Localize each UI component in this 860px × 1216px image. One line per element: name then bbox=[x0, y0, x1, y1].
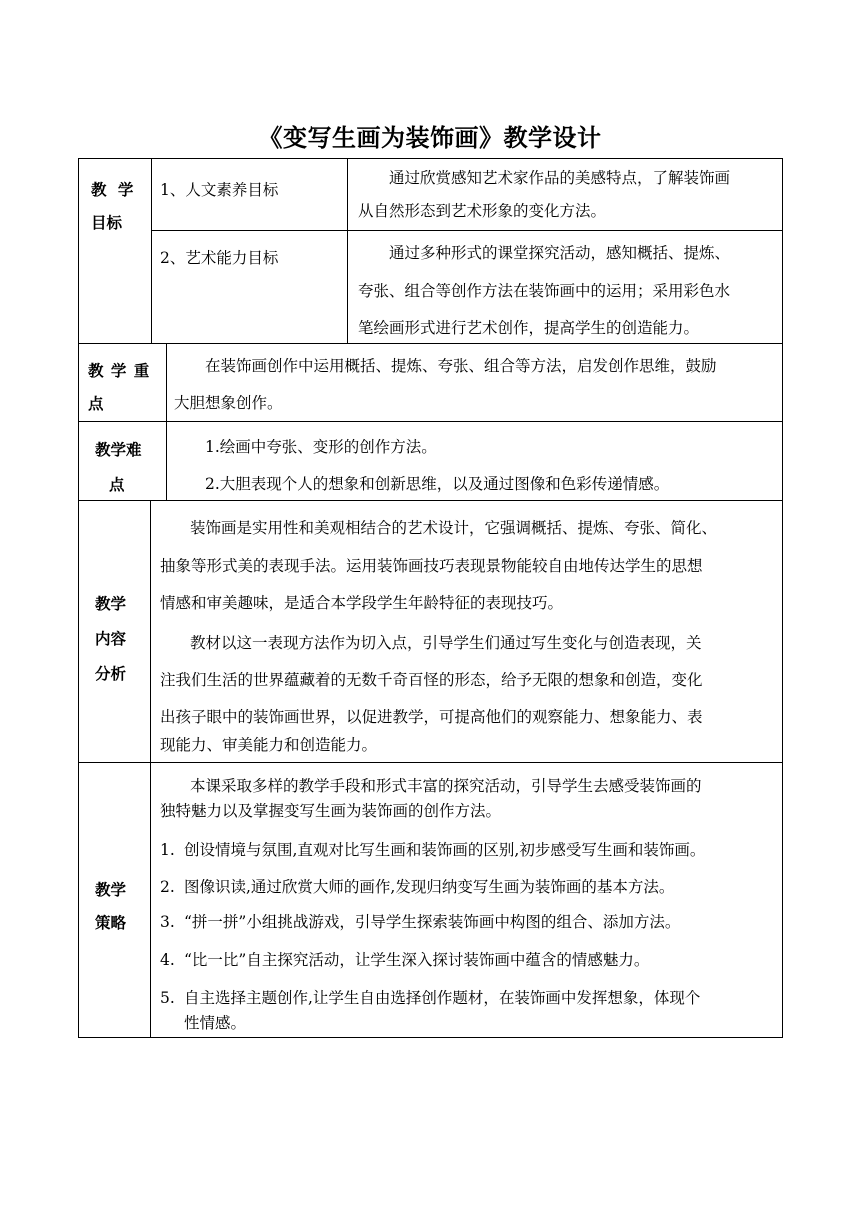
row-divider bbox=[78, 421, 783, 422]
table-border-bottom bbox=[78, 1037, 783, 1038]
objective-name: 1、人文素养目标 bbox=[160, 181, 279, 199]
objective-text-line: 从自然形态到艺术形象的变化方法。 bbox=[358, 202, 607, 220]
table-border-right bbox=[782, 158, 783, 1038]
table-border-top bbox=[78, 158, 783, 159]
col-divider bbox=[151, 158, 152, 344]
strategy-item-text: “拼一拼”小组挑战游戏，引导学生探索装饰画中构图的组合、添加方法。 bbox=[184, 913, 681, 931]
col-divider bbox=[150, 500, 151, 1038]
content-paragraph-line: 注我们生活的世界蕴藏着的无数千奇百怪的形态，给予无限的想象和创造，变化 bbox=[160, 671, 703, 689]
strategy-label-line1: 教学 bbox=[95, 881, 127, 899]
strategy-item-text: 性情感。 bbox=[184, 1014, 247, 1032]
content-paragraph-line: 教材以这一表现方法作为切入点，引导学生们通过写生变化与创造表现，关 bbox=[190, 634, 702, 652]
strategy-item-number: 2. bbox=[160, 878, 175, 896]
content-paragraph-line: 现能力、审美能力和创造能力。 bbox=[160, 736, 378, 754]
strategy-item-text: 图像识读,通过欣赏大师的画作,发现归纳变写生画为装饰画的基本方法。 bbox=[184, 878, 675, 896]
row-divider bbox=[78, 343, 783, 344]
row-divider bbox=[78, 762, 783, 763]
col-divider bbox=[166, 343, 167, 501]
strategy-item-number: 5. bbox=[160, 989, 175, 1007]
col-divider bbox=[347, 158, 348, 344]
content-paragraph-line: 出孩子眼中的装饰画世界，以促进教学，可提高他们的观察能力、想象能力、表 bbox=[160, 708, 703, 726]
objective-text-line: 通过多种形式的课堂探究活动，感知概括、提炼、 bbox=[389, 244, 731, 262]
strategy-intro-line: 本课采取多样的教学手段和形式丰富的探究活动，引导学生去感受装饰画的 bbox=[190, 777, 702, 795]
strategy-intro-line: 独特魅力以及掌握变写生画为装饰画的创作方法。 bbox=[160, 802, 502, 820]
strategy-item-number: 4. bbox=[160, 951, 175, 969]
difficulties-label-line1: 教学难 bbox=[95, 441, 142, 459]
content-paragraph-line: 抽象等形式美的表现手法。运用装饰画技巧表现景物能较自由地传达学生的思想 bbox=[160, 557, 703, 575]
objectives-label-line2: 目标 bbox=[91, 214, 123, 232]
content-label-line3: 分析 bbox=[95, 665, 127, 683]
content-label-line1: 教学 bbox=[95, 595, 127, 613]
table-border-left bbox=[78, 158, 79, 1038]
content-label-line2: 内容 bbox=[95, 630, 127, 648]
objective-text-line: 通过欣赏感知艺术家作品的美感特点，了解装饰画 bbox=[389, 169, 731, 187]
key-points-label-line2: 点 bbox=[88, 395, 104, 413]
content-paragraph-line: 装饰画是实用性和美观相结合的艺术设计，它强调概括、提炼、夸张、简化、 bbox=[190, 519, 718, 537]
key-points-label-line1: 教 学 重 bbox=[88, 362, 151, 380]
difficulty-item: 1.绘画中夸张、变形的创作方法。 bbox=[205, 438, 437, 456]
row-divider bbox=[78, 500, 783, 501]
content-paragraph-line: 情感和审美趣味，是适合本学段学生年龄特征的表现技巧。 bbox=[160, 594, 564, 612]
strategy-item-text: 自主选择主题创作,让学生自由选择创作题材，在装饰画中发挥想象，体现个 bbox=[184, 989, 701, 1007]
strategy-label-line2: 策略 bbox=[95, 914, 127, 932]
objective-text-line: 笔绘画形式进行艺术创作，提高学生的创造能力。 bbox=[358, 319, 700, 337]
key-points-text-line: 在装饰画创作中运用概括、提炼、夸张、组合等方法，启发创作思维，鼓励 bbox=[205, 357, 717, 375]
strategy-item-number: 1. bbox=[160, 841, 175, 859]
key-points-text-line: 大胆想象创作。 bbox=[174, 394, 283, 412]
objective-text-line: 夸张、组合等创作方法在装饰画中的运用；采用彩色水 bbox=[358, 282, 731, 300]
strategy-item-number: 3. bbox=[160, 913, 175, 931]
objectives-label-line1: 教 学 bbox=[91, 181, 137, 199]
objectives-row-divider bbox=[151, 230, 783, 231]
strategy-item-text: “比一比”自主探究活动，让学生深入探讨装饰画中蕴含的情感魅力。 bbox=[184, 951, 650, 969]
difficulty-item: 2.大胆表现个人的想象和创新思维，以及通过图像和色彩传递情感。 bbox=[205, 475, 670, 493]
objective-name: 2、艺术能力目标 bbox=[160, 249, 279, 267]
page-title: 《变写生画为装饰画》教学设计 bbox=[258, 124, 602, 152]
difficulties-label-line2: 点 bbox=[109, 476, 125, 494]
strategy-item-text: 创设情境与氛围,直观对比写生画和装饰画的区别,初步感受写生画和装饰画。 bbox=[184, 841, 706, 859]
